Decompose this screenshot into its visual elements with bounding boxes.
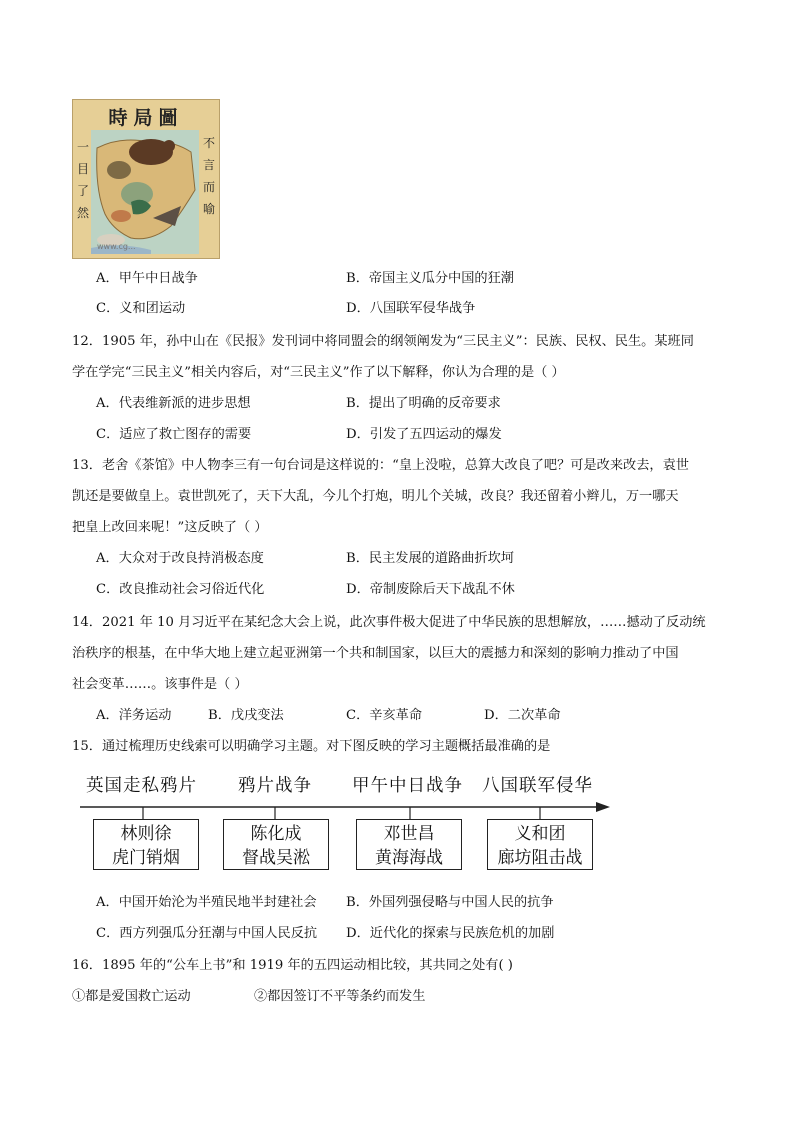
q16-stem-line-1: 16．1895 年的“公车上书”和 1919 年的五四运动相比较，其共同之处有( )	[72, 958, 513, 973]
timeline-box-2-line-2: 督战吴淞	[242, 848, 310, 868]
history-timeline-diagram	[80, 772, 610, 882]
timeline-box-4	[487, 819, 593, 870]
timeline-box-3-line-2: 黄海海战	[375, 848, 443, 868]
timeline-box-1	[93, 819, 199, 870]
q15-option-c: C．西方列强瓜分狂潮与中国人民反抗	[96, 926, 318, 941]
q13-stem-line-3: 把皇上改回来呢！”这反映了（ ）	[72, 520, 268, 535]
timeline-event-1: 英国走私鸦片	[86, 776, 197, 796]
q11-option-a: A．甲午中日战争	[96, 271, 198, 286]
timeline-box-4-line-1: 义和团	[514, 824, 566, 844]
q15-option-b: B．外国列强侵略与中国人民的抗争	[346, 895, 554, 910]
timeline-box-3-line-1: 邓世昌	[383, 824, 435, 844]
timeline-box-2	[223, 819, 329, 870]
q11-option-b: B．帝国主义瓜分中国的狂潮	[346, 271, 514, 286]
q14-option-c: C．辛亥革命	[346, 708, 423, 723]
poster-left-text: 一目了然	[76, 140, 89, 220]
q12-option-b: B．提出了明确的反帝要求	[346, 396, 501, 411]
q13-option-a: A．大众对于改良持消极态度	[96, 551, 264, 566]
timeline-box-4-line-2: 廊坊阻击战	[497, 848, 583, 868]
q14-stem-line-3: 社会变革……。该事件是（ ）	[72, 677, 248, 692]
timeline-box-1-line-2: 虎门销烟	[112, 848, 180, 868]
q14-stem-line-2: 治秩序的根基，在中华大地上建立起亚洲第一个共和制国家，以巨大的震撼力和深刻的影响力推动了中国	[72, 646, 679, 661]
q14-stem-line-1: 14．2021 年 10 月习近平在某纪念大会上说，此次事件极大促进了中华民族的思想解放，……撼动了反动统	[72, 615, 706, 630]
q12-stem-line-1: 12．1905 年，孙中山在《民报》发刊词中将同盟会的纲领阐发为“三民主义”：民族、民权、民生。某班同	[72, 334, 694, 349]
timeline-box-2-line-1: 陈化成	[250, 824, 302, 844]
q12-option-d: D．引发了五四运动的爆发	[346, 427, 502, 442]
time-situation-map-image	[72, 99, 220, 259]
q15-stem-line-1: 15．通过梳理历史线索可以明确学习主题。对下图反映的学习主题概括最准确的是	[72, 739, 551, 754]
q14-option-d: D．二次革命	[484, 708, 561, 723]
q14-option-b: B．戊戌变法	[208, 708, 284, 723]
poster-right-text: 不言而喻	[202, 136, 215, 216]
q12-option-a: A．代表维新派的进步思想	[96, 396, 251, 411]
q11-option-c: C．义和团运动	[96, 301, 186, 316]
q14-option-a: A．洋务运动	[96, 708, 172, 723]
q16-statement-2: ②都因签订不平等条约而发生	[254, 989, 426, 1004]
q11-option-d: D．八国联军侵华战争	[346, 301, 476, 316]
q13-option-b: B．民主发展的道路曲折坎坷	[346, 551, 514, 566]
poster-watermark: www.cg...	[97, 242, 136, 251]
q12-option-c: C．适应了救亡图存的需要	[96, 427, 252, 442]
q15-option-a: A．中国开始沦为半殖民地半封建社会	[96, 895, 317, 910]
timeline-box-1-line-1: 林则徐	[120, 824, 172, 844]
poster-map-illustration	[91, 130, 199, 254]
q15-option-d: D．近代化的探索与民族危机的加剧	[346, 926, 555, 941]
timeline-event-4: 八国联军侵华	[482, 776, 593, 796]
timeline-arrow-head	[596, 802, 610, 812]
q13-option-c: C．改良推动社会习俗近代化	[96, 582, 265, 597]
q12-stem-line-2: 学在学完“三民主义”相关内容后，对“三民主义”作了以下解释，你认为合理的是（ ）	[72, 365, 565, 380]
timeline-box-3	[356, 819, 462, 870]
q16-statement-1: ①都是爱国救亡运动	[72, 989, 191, 1004]
timeline-event-3: 甲午中日战争	[352, 776, 463, 796]
poster-title: 時局圖	[108, 107, 184, 129]
timeline-event-2: 鸦片战争	[238, 776, 312, 796]
q13-stem-line-1: 13．老舍《茶馆》中人物李三有一句台词是这样说的：“皇上没啦，总算大改良了吧？可是改来改去，袁世	[72, 458, 689, 473]
q13-option-d: D．帝制废除后天下战乱不休	[346, 582, 515, 597]
q13-stem-line-2: 凯还是要做皇上。袁世凯死了，天下大乱，今儿个打炮，明儿个关城，改良？我还留着小辫儿，万一哪天	[72, 489, 679, 504]
